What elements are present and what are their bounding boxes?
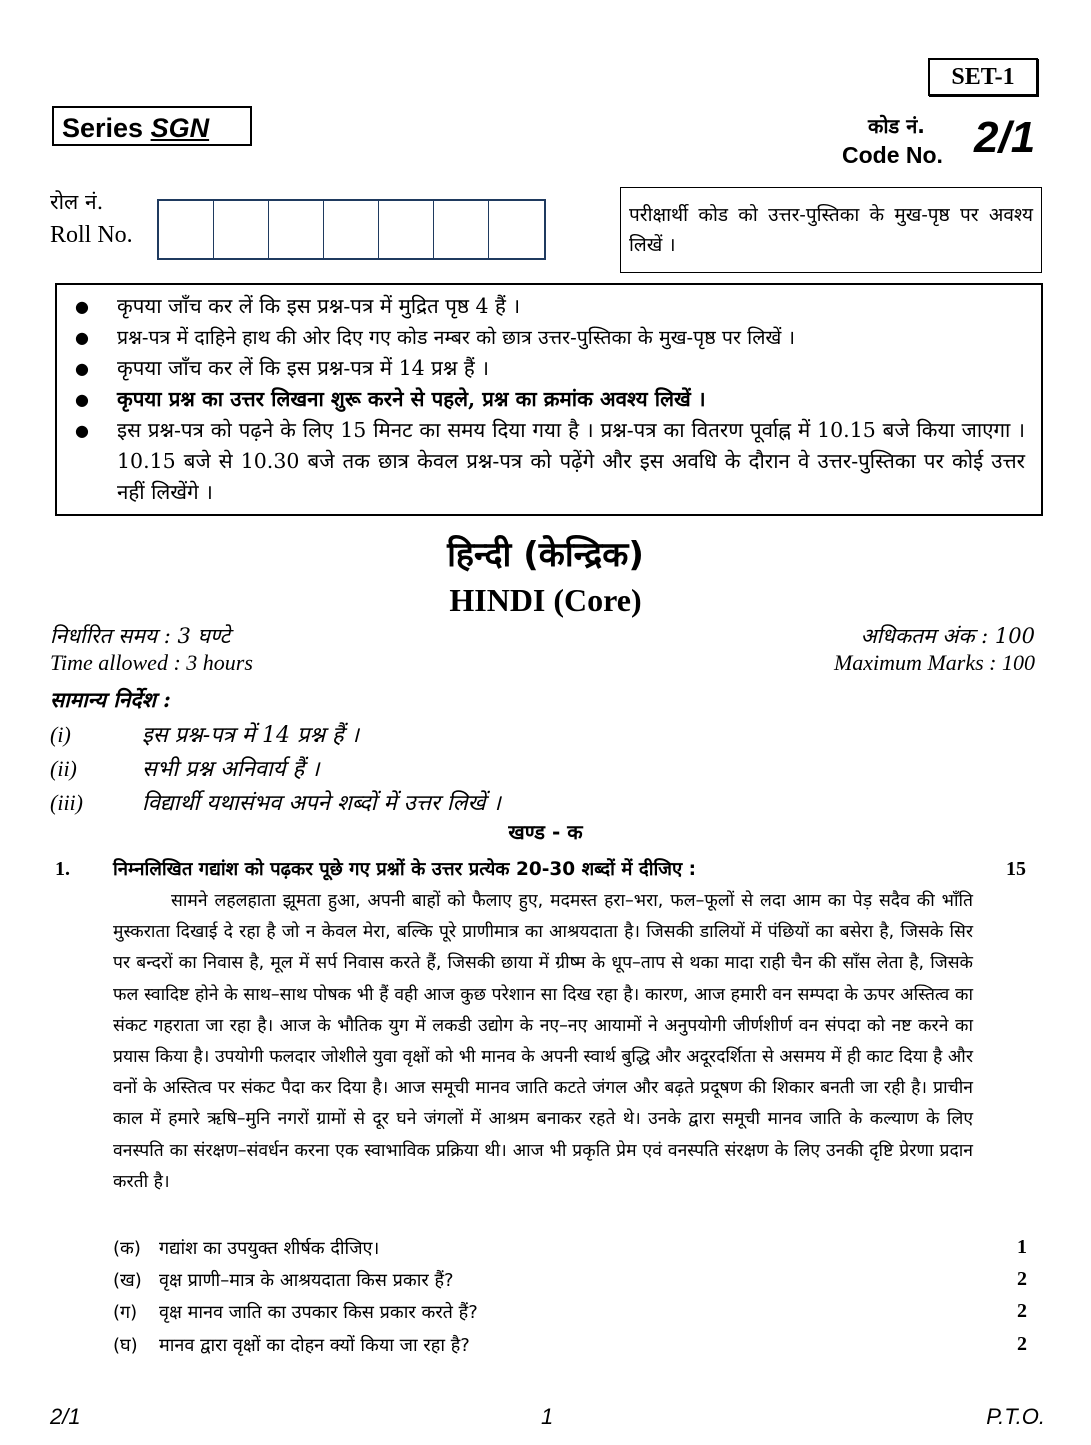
bullet-icon: ● [75,328,89,347]
roll-digit-box[interactable] [434,201,489,258]
sub-question-marks: 2 [1017,1268,1027,1290]
general-instruction-item: (iii) विद्यार्थी यथासंभव अपने शब्दों में उत्तर लिखें । [50,790,501,816]
roll-digit-box[interactable] [324,201,379,258]
section-heading: खण्ड - क [508,820,583,844]
question-marks: 15 [1006,858,1026,880]
roll-digit-box[interactable] [159,201,214,258]
instructions-box [55,283,1043,516]
roll-digit-box[interactable] [489,201,544,258]
max-marks-english: Maximum Marks : 100 [833,650,1035,675]
series-code: SGN [150,113,210,143]
pto-label: P.T.O. [986,1404,1045,1429]
instruction-item: ● इस प्रश्न-पत्र को पढ़ने के लिए 15 मिनट का समय दिया गया है । प्रश्न-पत्र का वितरण पूर्वाह्न में 10.15 बजे किया जाएगा । 10.15 बजे से 10.30 बजे तक छात्र केवल प्रश्न-पत्र को पढ़ेंगे और इस अवधि के दौरान वे उत्तर-पुस्तिका पर कोई उत्तर नहीं लिखेंगे । [75,415,1025,508]
instruction-item: ● कृपया जाँच कर लें कि इस प्रश्न-पत्र में मुद्रित पृष्ठ 4 हैं । [75,291,1025,322]
series-label [52,106,252,146]
max-marks-hindi: अधिकतम अंक : 100 [860,624,1035,648]
set-label: SET-1 [928,58,1038,96]
footer-code: 2/1 [50,1404,81,1429]
subject-title-hindi: हिन्दी (केन्द्रिक) [447,535,644,575]
instruction-item: ● प्रश्न-पत्र में दाहिने हाथ की ओर दिए गए कोड नम्बर को छात्र उत्तर-पुस्तिका के मुख-पृष्ठ पर लिखें । [75,322,1025,353]
sub-question-marks: 2 [1017,1300,1027,1322]
sub-question: (क) गद्यांश का उपयुक्त शीर्षक दीजिए। [113,1238,380,1259]
passage: सामने लहलहाता झूमता हुआ, अपनी बाहों को फैलाए हुए, मदमस्त हरा–भरा, फल–फूलों से लदा आम का पेड़ सदैव की भाँति मुस्कराता दिखाई दे रहा है जो न केवल मेरा, बल्कि पूरे प्राणीमात्र का आश्रयदाता है। जिसकी डालियों में पंछियों का बसेरा है, जिसके सिर पर बन्दरों का निवास है, मूल में सर्प निवास करते हैं, जिसकी छाया में ग्रीष्म के धूप–ताप से थका मादा राही चैन की साँस लेता है, जिसके फल स्वादिष्ट होने के साथ–साथ पोषक भी हैं वही आज कुछ परेशान सा दिख रहा है। कारण, आज हमारी वन सम्पदा के ऊपर अस्तित्व का संकट गहराता जा रहा है। आज के भौतिक युग में लकडी उद्योग के नए–नए आयामों ने अनुपयोगी जीर्णशीर्ण वन संपदा को नष्ट करने का प्रयास किया है। उपयोगी फलदार जोशीले युवा वृक्षों को भी मानव के अपनी स्वार्थ बुद्धि और अदूरदर्शिता से असमय में ही काट दिया है और वनों के अस्तित्व पर संकट पैदा कर दिया है। आज समूची मानव जाति कटते जंगल और बढ़ते प्रदूषण की शिकार बनती जा रही है। प्राचीन काल में हमारे ऋषि–मुनि नगरों ग्रामों से दूर घने जंगलों में आश्रम बनाकर रहते थे। उनके द्वारा समूची मानव जाति के कल्याण के लिए वनस्पति का संरक्षण–संवर्धन करना एक स्वाभाविक प्रक्रिया थी। आज भी प्रकृति प्रेम एवं वनस्पति संरक्षण के लिए उनकी दृष्टि प्रेरणा प्रदान करती है। [113,891,973,1192]
code-label-english: Code No. [842,142,943,168]
time-allowed-english: Time allowed : 3 hours [50,650,253,675]
instruction-item: ● कृपया प्रश्न का उत्तर लिखना शुरू करने से पहले, प्रश्न का क्रमांक अवश्य लिखें । [75,384,1025,415]
code-number: 2/1 [974,113,1036,162]
bullet-icon: ● [75,421,89,440]
roll-digit-box[interactable] [269,201,324,258]
roll-digit-box[interactable] [214,201,269,258]
time-allowed-hindi: निर्धारित समय : 3 घण्टे [50,624,231,648]
roll-number-boxes [157,199,546,260]
page-number: 1 [541,1404,554,1429]
general-instruction-item: (ii) सभी प्रश्न अनिवार्य हैं । [50,756,320,782]
general-instruction-item: (i) इस प्रश्न-पत्र में 14 प्रश्न हैं । [50,722,360,748]
sub-question: (घ) मानव द्वारा वृक्षों का दोहन क्यों किया जा रहा है? [113,1335,470,1356]
sub-question: (ग) वृक्ष मानव जाति का उपकार किस प्रकार करते हैं? [113,1302,478,1323]
bullet-icon: ● [75,359,89,378]
bullet-icon: ● [75,297,89,316]
sub-question: (ख) वृक्ष प्राणी–मात्र के आश्रयदाता किस प्रकार हैं? [113,1270,454,1291]
roll-label-english: Roll No. [50,222,133,248]
series-prefix: Series [62,113,151,143]
sub-question-marks: 1 [1017,1236,1027,1258]
instruction-item: ● कृपया जाँच कर लें कि इस प्रश्न-पत्र में 14 प्रश्न हैं । [75,353,1025,384]
question-text: निम्नलिखित गद्यांश को पढ़कर पूछे गए प्रश्नों के उत्तर प्रत्येक 20-30 शब्दों में दीजिए : [113,859,697,880]
sub-question-marks: 2 [1017,1333,1027,1355]
subject-title-english: HINDI (Core) [449,582,642,618]
code-label-hindi: कोड नं. [868,114,925,138]
bullet-icon: ● [75,390,89,409]
general-instructions-heading: सामान्य निर्देश : [50,687,171,712]
roll-digit-box[interactable] [379,201,434,258]
question-number: 1. [55,858,70,880]
code-note: परीक्षार्थी कोड को उत्तर-पुस्तिका के मुख-पृष्ठ पर अवश्य लिखें । [620,187,1042,273]
roll-label-hindi: रोल नं. [50,190,104,214]
